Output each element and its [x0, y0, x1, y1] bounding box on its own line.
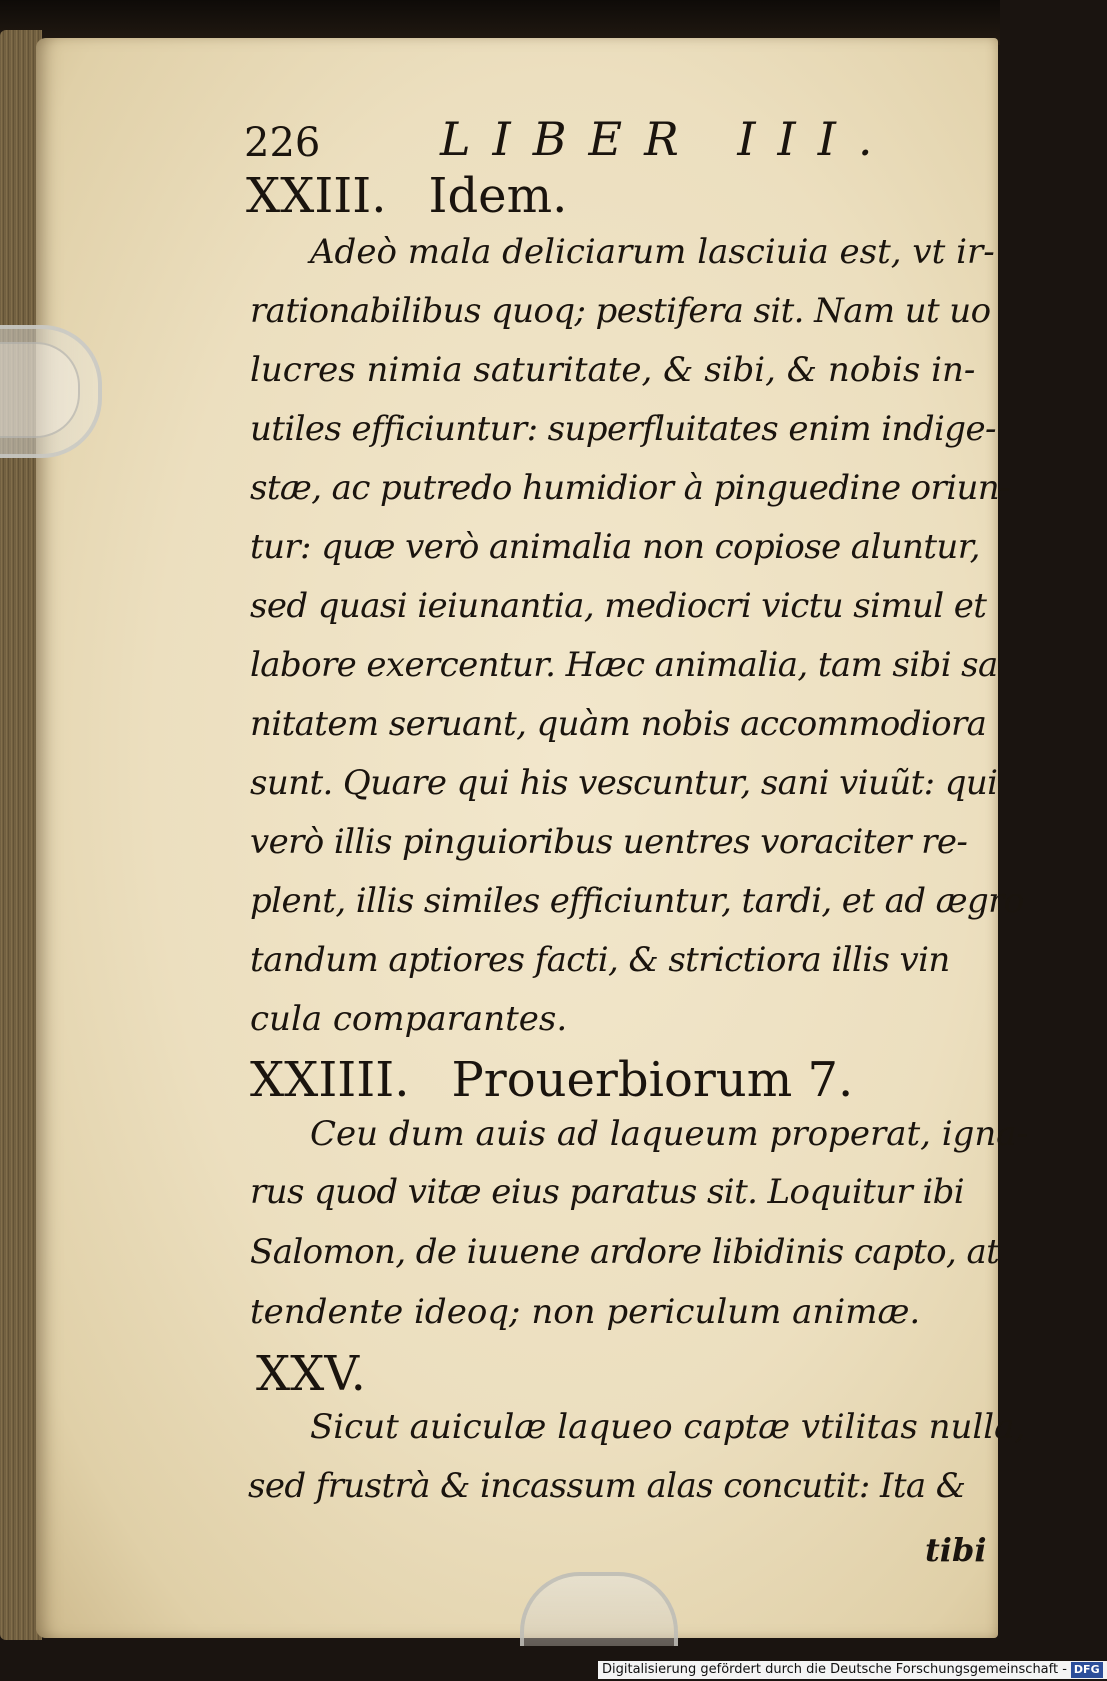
- catchword: tibi: [925, 1531, 987, 1569]
- section-title: Prouerbiorum 7.: [451, 1052, 854, 1108]
- text-line: sunt. Quare qui his vescuntur, sani viuũt: qui: [250, 763, 998, 803]
- dfg-logo: DFG: [1071, 1662, 1103, 1678]
- text-line: cula comparantes.: [250, 999, 568, 1039]
- text-line: Sicut auiculæ laqueo captæ vtilitas nulla,: [310, 1407, 1026, 1447]
- text-line: nitatem seruant, quàm nobis accommodiora: [250, 704, 987, 744]
- text-line: sed frustrà & incassum alas concutit: Ita &: [248, 1466, 966, 1506]
- text-line: Adeò mala deliciarum lasciuia est, vt ir-: [310, 232, 995, 272]
- section-title: Idem.: [428, 168, 568, 224]
- section-number: XXIIII.: [250, 1052, 410, 1108]
- section-heading: [256, 1346, 366, 1402]
- digitization-credit: [598, 1661, 1107, 1679]
- credit-text: Digitalisierung gefördert durch die Deutsche Forschungsgemeinschaft -: [602, 1662, 1067, 1677]
- text-line: Ceu dum auis ad laqueum properat, igna-: [310, 1114, 1029, 1154]
- section-heading: [246, 168, 567, 224]
- text-line: stæ, ac putredo humidior à pinguedine oriun-: [250, 468, 1010, 508]
- page-number: 226: [244, 120, 321, 166]
- text-line: lucres nimia saturitate, & sibi, & nobis in-: [250, 350, 976, 390]
- text-line: plent, illis similes efficiuntur, tardi, et ad ægro: [250, 881, 1024, 921]
- text-line: labore exercentur. Hæc animalia, tam sibi sa: [250, 645, 998, 685]
- text-line: utiles efficiuntur: superfluitates enim indige-: [250, 409, 996, 449]
- text-line: tandum aptiores facti, & strictiora illis vin: [250, 940, 950, 980]
- running-title: LIBER III.: [440, 112, 895, 166]
- text-line: tur: quæ verò animalia non copiose aluntur,: [250, 527, 980, 567]
- text-line: Salomon, de iuuene ardore libidinis capto, at: [250, 1232, 1000, 1272]
- section-heading: [250, 1052, 853, 1108]
- section-number: XXIII.: [246, 168, 387, 224]
- text-line: rus quod vitæ eius paratus sit. Loquitur ibi: [250, 1172, 965, 1212]
- text-line: verò illis pinguioribus uentres voraciter re-: [250, 822, 968, 862]
- text-line: tendente ideoq; non periculum animæ.: [250, 1292, 921, 1332]
- section-number: XXV.: [256, 1346, 366, 1402]
- text-line: rationabilibus quoq; pestifera sit. Nam ut uo: [250, 291, 991, 331]
- text-line: sed quasi ieiunantia, mediocri victu simul et: [250, 586, 987, 626]
